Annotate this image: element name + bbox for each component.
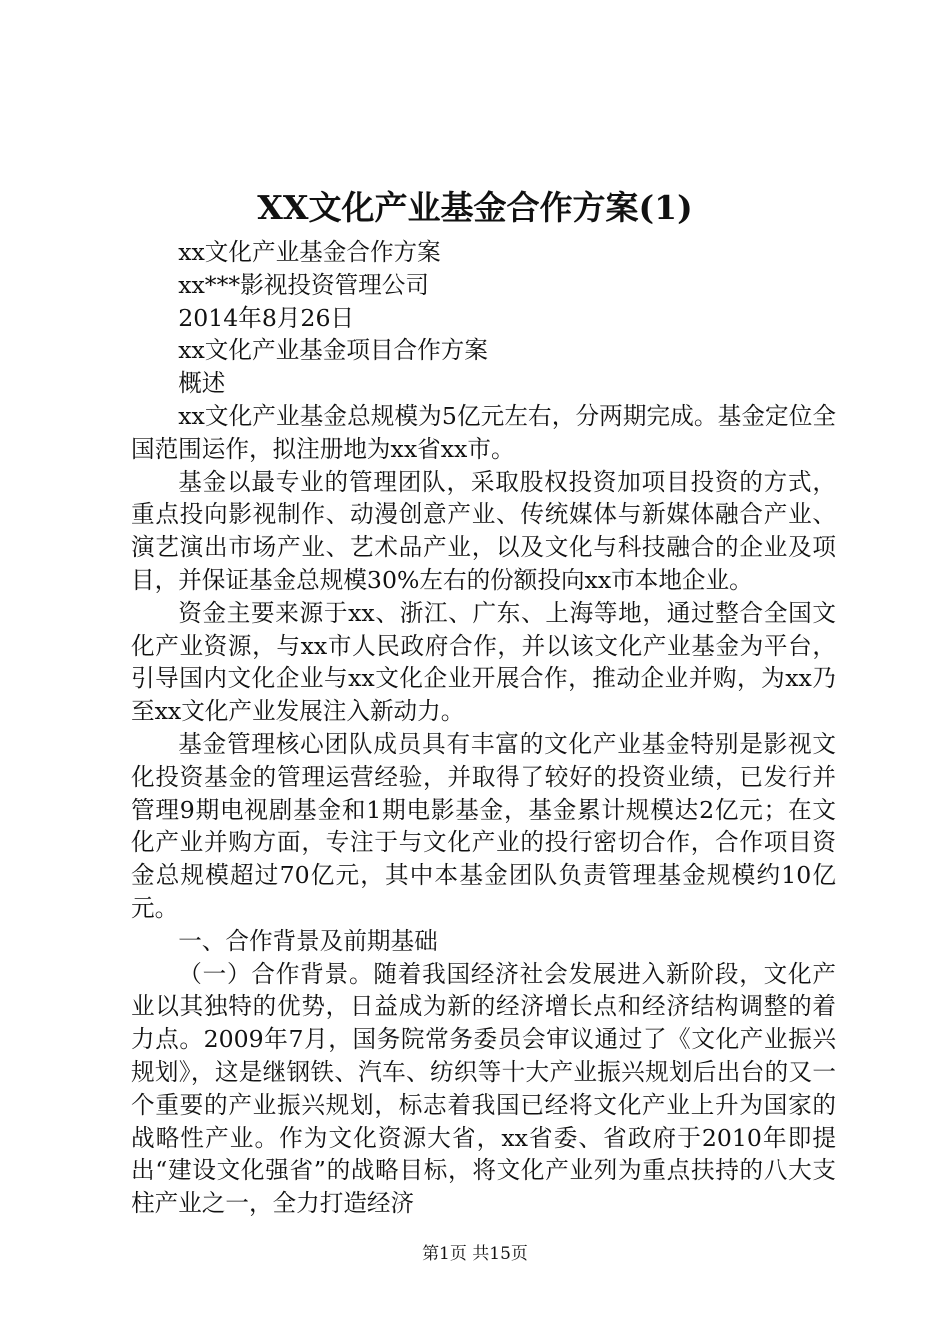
paragraph-project-title: xx文化产业基金项目合作方案 (178, 336, 488, 365)
paragraph-company: xx***影视投资管理公司 (178, 270, 429, 299)
paragraph-management-team: 基金管理核心团队成员具有丰富的文化产业基金特别是影视文化投资基金的管理运营经验，并取得了较好的投资业绩，已发行并管理9期电视剧基金和1期电影基金，基金累计规模达2亿元；在文化产业并购方面，专注于与文化产业的投行密切合作，合作项目资金总规模超过70亿元，其中本基金团队负责管理基金规模约10亿元。 (131, 729, 836, 922)
document-title: XX文化产业基金合作方案(1) (257, 188, 693, 227)
paragraph-fund-source: 资金主要来源于xx、浙江、广东、上海等地，通过整合全国文化产业资源，与xx市人民政府合作，并以该文化产业基金为平台，引导国内文化企业与xx文化企业开展合作，推动企业并购，为xx乃至xx文化产业发展注入新动力。 (131, 598, 836, 726)
document-body (131, 236, 836, 1220)
paragraph-background: （一）合作背景。随着我国经济社会发展进入新阶段，文化产业以其独特的优势，日益成为新的经济增长点和经济结构调整的着力点。2009年7月，国务院常务委员会审议通过了《文化产业振兴规划》，这是继钢铁、汽车、纺织等十大产业振兴规划后出台的又一个重要的产业振兴规划，标志着我国已经将文化产业上升为国家的战略性产业。作为文化资源大省，xx省委、省政府于2010年即提出“建设文化强省”的战略目标，将文化产业列为重点扶持的八大支柱产业之一，全力打造经济 (131, 959, 836, 1218)
paragraph-section-one-heading: 一、合作背景及前期基础 (178, 926, 438, 955)
paragraph-investment-focus: 基金以最专业的管理团队，采取股权投资加项目投资的方式，重点投向影视制作、动漫创意产业、传统媒体与新媒体融合产业、演艺演出市场产业、艺术品产业，以及文化与科技融合的企业及项目，并保证基金总规模30%左右的份额投向xx市本地企业。 (131, 467, 836, 594)
paragraph-date: 2014年8月26日 (178, 303, 355, 332)
paragraph-overview-heading: 概述 (178, 369, 226, 398)
paragraph-heading-name: xx文化产业基金合作方案 (178, 238, 441, 266)
page-footer: 第1页 共15页 (422, 1244, 528, 1264)
paragraph-fund-scale: xx文化产业基金总规模为5亿元左右，分两期完成。基金定位全国范围运作，拟注册地为xx省xx市。 (131, 401, 836, 463)
